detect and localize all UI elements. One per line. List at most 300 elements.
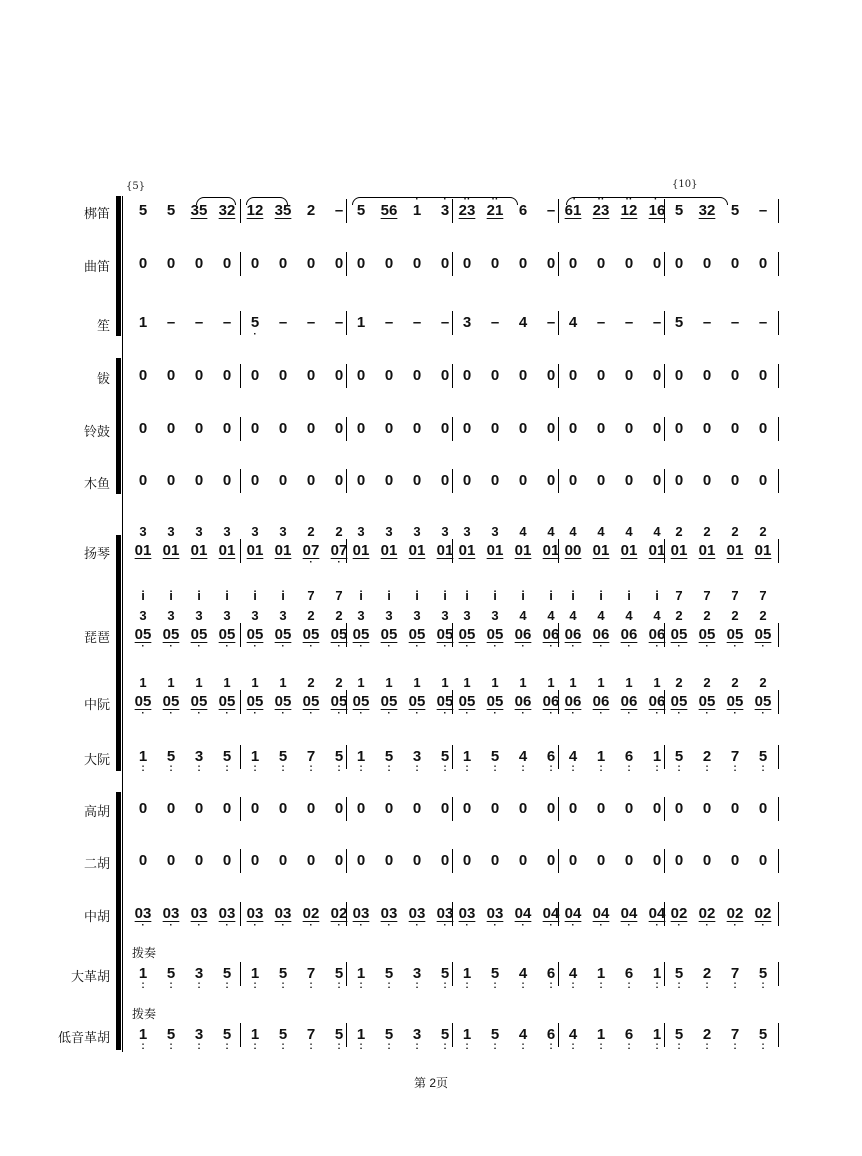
note: 01 <box>726 542 744 559</box>
note: 1 : <box>644 1026 670 1044</box>
note: 0 <box>166 852 176 869</box>
octave-dot-below: · <box>599 920 603 931</box>
chord-note-top: 7 <box>759 588 767 603</box>
note: 02 · <box>326 905 352 923</box>
instrument-label: 大革胡 <box>70 969 110 984</box>
note: 5 : <box>214 965 240 983</box>
note: 1 · <box>404 202 430 220</box>
note: 0 <box>250 367 260 384</box>
octave-dot-below: : <box>493 763 497 774</box>
note: 0 <box>334 852 344 869</box>
chord-note-upper: 2 <box>307 675 315 690</box>
note: 04 · <box>644 905 670 923</box>
note: 1 : <box>242 748 268 766</box>
note: 0 <box>306 852 316 869</box>
chord-note-upper: 2 <box>703 524 711 539</box>
chord-note-top: i <box>627 588 631 603</box>
note: – <box>440 314 450 331</box>
octave-dot-below: : <box>443 1041 447 1052</box>
note: 05 · <box>298 626 324 644</box>
note: 0 <box>490 367 500 384</box>
note: 5 : <box>666 748 692 766</box>
barline <box>778 417 779 441</box>
note: 0 <box>194 367 204 384</box>
octave-dot-below: · <box>281 920 285 931</box>
note: 02 · <box>722 905 748 923</box>
octave-dot-below: : <box>677 1041 681 1052</box>
barline <box>778 252 779 276</box>
note: 05 · <box>432 626 458 644</box>
note: 0 <box>546 420 556 437</box>
note: 0 <box>702 255 712 272</box>
note: 5 : <box>432 965 458 983</box>
octave-dot-below: : <box>549 763 553 774</box>
octave-dot-below: · <box>655 708 659 719</box>
octave-dot-below: · <box>309 920 313 931</box>
octave-dot-below: · <box>733 708 737 719</box>
note: 0 <box>674 800 684 817</box>
chord-note-top: i <box>169 588 173 603</box>
note: 5 : <box>482 748 508 766</box>
octave-dot-below: · <box>571 708 575 719</box>
note: 0 <box>462 420 472 437</box>
barline <box>240 311 241 335</box>
note: 61 · <box>560 202 586 220</box>
instrument-label: 曲笛 <box>83 259 110 274</box>
instrument-label: 钹 <box>96 371 110 386</box>
note: 0 <box>166 255 176 272</box>
octave-dot-below: : <box>733 1041 737 1052</box>
octave-dot-below: : <box>549 980 553 991</box>
octave-dot-below: : <box>655 980 659 991</box>
note: 01 <box>754 542 772 559</box>
note: 05 · <box>376 693 402 711</box>
octave-dot-above: ·· <box>625 194 633 205</box>
note: 0 <box>518 800 528 817</box>
note: – <box>194 314 204 331</box>
chord-note-top: 7 <box>675 588 683 603</box>
chord-note-top: i <box>359 588 363 603</box>
octave-dot-below: : <box>253 980 257 991</box>
note: 1 <box>356 314 366 331</box>
octave-dot-below: · <box>415 641 419 652</box>
octave-dot-below: : <box>705 980 709 991</box>
note: 05 · <box>186 626 212 644</box>
note: 0 <box>166 472 176 489</box>
note: 0 <box>596 472 606 489</box>
chord-note-top: i <box>655 588 659 603</box>
note: 5 : <box>750 1026 776 1044</box>
note: 2 <box>306 202 316 219</box>
note: 0 <box>546 255 556 272</box>
chord-note-upper: 1 <box>195 675 203 690</box>
octave-dot-below: : <box>141 1041 145 1052</box>
note: 0 <box>138 420 148 437</box>
note: 03 · <box>158 905 184 923</box>
note: 01 <box>352 542 370 559</box>
note: 01 <box>620 542 638 559</box>
note: 5 : <box>482 1026 508 1044</box>
octave-dot-below: : <box>443 763 447 774</box>
note: 0 <box>412 420 422 437</box>
note: 5 : <box>270 748 296 766</box>
instrument-label: 中胡 <box>83 909 110 924</box>
octave-dot-above: · <box>443 194 447 205</box>
octave-dot-below: : <box>599 980 603 991</box>
note: 01 <box>408 542 426 559</box>
note: 01 <box>670 542 688 559</box>
chord-note-upper: 1 <box>441 675 449 690</box>
octave-dot-below: : <box>225 980 229 991</box>
octave-dot-below: · <box>571 920 575 931</box>
note: 1 : <box>644 748 670 766</box>
chord-note-top: i <box>141 588 145 603</box>
note: 0 <box>384 852 394 869</box>
octave-dot-below: · <box>281 641 285 652</box>
chord-note-upper: 3 <box>357 608 365 623</box>
note: 6 <box>518 202 528 219</box>
note: 3 · <box>432 202 458 220</box>
chord-note-upper: 2 <box>759 675 767 690</box>
octave-dot-below: · <box>733 920 737 931</box>
note: 0 <box>440 367 450 384</box>
note: 03 · <box>348 905 374 923</box>
octave-dot-below: · <box>141 920 145 931</box>
note: 5 : <box>482 965 508 983</box>
note: 05 · <box>722 693 748 711</box>
octave-dot-below: : <box>465 980 469 991</box>
chord-note-top: i <box>493 588 497 603</box>
octave-dot-below: : <box>415 763 419 774</box>
instrument-label: 二胡 <box>83 856 110 871</box>
note: 05 · <box>348 693 374 711</box>
chord-note-top: i <box>225 588 229 603</box>
octave-dot-below: : <box>733 980 737 991</box>
note: 01 <box>218 542 236 559</box>
octave-dot-below: · <box>337 641 341 652</box>
barline <box>240 1023 241 1047</box>
chord-note-upper: 3 <box>139 608 147 623</box>
note: 05 · <box>376 626 402 644</box>
note: 5 <box>730 202 740 219</box>
octave-dot-below: · <box>253 329 257 340</box>
octave-dot-below: · <box>705 920 709 931</box>
chord-note-top: i <box>465 588 469 603</box>
note: 01 <box>514 542 532 559</box>
instrument-label: 高胡 <box>83 804 110 819</box>
note: 0 <box>462 367 472 384</box>
note: 3 : <box>404 965 430 983</box>
note: 0 <box>440 852 450 869</box>
note: 1 : <box>588 965 614 983</box>
note: 0 <box>250 800 260 817</box>
note: 0 <box>758 472 768 489</box>
note: 05 · <box>482 693 508 711</box>
note: 0 <box>758 367 768 384</box>
note: 0 <box>730 420 740 437</box>
note: 01 <box>134 542 152 559</box>
note: 3 : <box>404 748 430 766</box>
note: 0 <box>462 852 472 869</box>
note: 4 : <box>560 965 586 983</box>
note: 0 <box>568 800 578 817</box>
chord-note-upper: 3 <box>279 524 287 539</box>
octave-dot-below: · <box>493 641 497 652</box>
chord-note-upper: 2 <box>335 524 343 539</box>
note: 0 <box>518 852 528 869</box>
barline <box>778 849 779 873</box>
octave-dot-below: : <box>387 980 391 991</box>
octave-dot-below: : <box>253 763 257 774</box>
octave-dot-below: : <box>599 1041 603 1052</box>
chord-note-upper: 1 <box>139 675 147 690</box>
note: 3 : <box>404 1026 430 1044</box>
note: 0 <box>652 800 662 817</box>
rehearsal-mark: {5} <box>126 181 146 192</box>
note: 7 : <box>722 748 748 766</box>
note: 1 : <box>454 1026 480 1044</box>
note: 21 ·· <box>482 202 508 220</box>
note: 6 : <box>538 748 564 766</box>
chord-note-upper: 1 <box>597 675 605 690</box>
note: 0 <box>306 800 316 817</box>
note: 1 : <box>348 965 374 983</box>
chord-note-top: 7 <box>703 588 711 603</box>
note: 1 : <box>588 1026 614 1044</box>
octave-dot-below: : <box>571 980 575 991</box>
note: 1 : <box>242 965 268 983</box>
octave-dot-below: : <box>281 763 285 774</box>
note: 5 : <box>750 748 776 766</box>
note: 0 <box>624 367 634 384</box>
barline <box>240 745 241 769</box>
barline <box>778 469 779 493</box>
note: – <box>546 314 556 331</box>
octave-dot-below: : <box>309 1041 313 1052</box>
note: 0 <box>222 800 232 817</box>
chord-note-top: i <box>415 588 419 603</box>
chord-note-upper: 4 <box>547 524 555 539</box>
chord-note-upper: 4 <box>653 608 661 623</box>
note: – <box>546 202 556 219</box>
instrument-label: 大阮 <box>83 752 110 767</box>
note: 5 : <box>326 965 352 983</box>
note: 05 · <box>694 626 720 644</box>
note: 05 · <box>214 626 240 644</box>
note: – <box>490 314 500 331</box>
note: – <box>222 314 232 331</box>
note: 0 <box>624 255 634 272</box>
note: 0 <box>194 472 204 489</box>
note: 00 <box>564 542 582 559</box>
octave-dot-below: · <box>705 641 709 652</box>
chord-note-upper: 2 <box>731 608 739 623</box>
chord-note-upper: 1 <box>547 675 555 690</box>
chord-note-upper: 3 <box>195 524 203 539</box>
octave-dot-below: · <box>677 708 681 719</box>
note: 0 <box>384 800 394 817</box>
note: 0 <box>462 255 472 272</box>
note: 06 · <box>510 626 536 644</box>
note: 05 · <box>186 693 212 711</box>
octave-dot-below: : <box>521 1041 525 1052</box>
octave-dot-below: : <box>677 763 681 774</box>
octave-dot-below: : <box>415 980 419 991</box>
note: 5 : <box>158 965 184 983</box>
octave-dot-below: : <box>571 763 575 774</box>
octave-dot-below: : <box>337 1041 341 1052</box>
octave-dot-below: · <box>387 641 391 652</box>
note: 01 <box>162 542 180 559</box>
note: 05 · <box>326 693 352 711</box>
note: 0 <box>278 367 288 384</box>
note: 0 <box>384 367 394 384</box>
note: 0 <box>194 420 204 437</box>
octave-dot-below: · <box>443 708 447 719</box>
note: 05 · <box>666 693 692 711</box>
octave-dot-below: : <box>521 763 525 774</box>
barline <box>778 962 779 986</box>
octave-dot-below: : <box>309 980 313 991</box>
chord-note-upper: 2 <box>335 608 343 623</box>
octave-dot-below: : <box>761 980 765 991</box>
octave-dot-below: · <box>337 557 341 568</box>
note: 04 · <box>560 905 586 923</box>
note: 23 ·· <box>588 202 614 220</box>
note: – <box>730 314 740 331</box>
chord-note-top: i <box>197 588 201 603</box>
note: 0 <box>490 472 500 489</box>
barline <box>778 623 779 647</box>
octave-dot-below: · <box>309 708 313 719</box>
octave-dot-below: · <box>705 708 709 719</box>
octave-dot-below: · <box>169 708 173 719</box>
octave-dot-below: : <box>655 1041 659 1052</box>
note: 0 <box>306 367 316 384</box>
note: 0 <box>356 472 366 489</box>
note: 0 <box>702 420 712 437</box>
note: 7 : <box>298 1026 324 1044</box>
chord-note-upper: 3 <box>251 524 259 539</box>
note: 0 <box>334 367 344 384</box>
octave-dot-below: : <box>281 980 285 991</box>
chord-note-upper: 1 <box>625 675 633 690</box>
note: 0 <box>356 255 366 272</box>
note: 0 <box>138 472 148 489</box>
octave-dot-below: · <box>571 641 575 652</box>
note: – <box>758 202 768 219</box>
note: – <box>334 202 344 219</box>
chord-note-top: i <box>599 588 603 603</box>
note: 7 : <box>722 965 748 983</box>
octave-dot-below: : <box>141 763 145 774</box>
chord-note-upper: 3 <box>385 524 393 539</box>
octave-dot-below: · <box>337 920 341 931</box>
chord-note-upper: 2 <box>307 608 315 623</box>
chord-note-upper: 4 <box>597 608 605 623</box>
note: 0 <box>166 800 176 817</box>
chord-note-upper: 1 <box>519 675 527 690</box>
chord-note-upper: 4 <box>519 524 527 539</box>
chord-note-top: i <box>571 588 575 603</box>
chord-note-upper: 2 <box>675 675 683 690</box>
chord-note-upper: 1 <box>491 675 499 690</box>
chord-note-upper: 1 <box>463 675 471 690</box>
note: 01 <box>648 542 666 559</box>
chord-note-upper: 3 <box>413 608 421 623</box>
octave-dot-below: : <box>549 1041 553 1052</box>
note: 1 : <box>130 748 156 766</box>
octave-dot-below: · <box>281 708 285 719</box>
note: 0 <box>250 420 260 437</box>
note: 05 · <box>432 693 458 711</box>
octave-dot-below: : <box>337 980 341 991</box>
octave-dot-below: : <box>359 980 363 991</box>
note: 01 <box>486 542 504 559</box>
chord-note-upper: 3 <box>223 524 231 539</box>
octave-dot-below: : <box>493 1041 497 1052</box>
octave-dot-below: · <box>359 641 363 652</box>
note: 0 <box>334 420 344 437</box>
octave-dot-below: · <box>197 641 201 652</box>
barline <box>778 797 779 821</box>
note: 01 <box>380 542 398 559</box>
note: 0 <box>462 800 472 817</box>
note: 0 <box>518 420 528 437</box>
octave-dot-below: : <box>337 763 341 774</box>
note: 0 <box>356 852 366 869</box>
note: 4 : <box>510 965 536 983</box>
chord-note-upper: 2 <box>675 608 683 623</box>
note: 0 <box>490 420 500 437</box>
octave-dot-below: · <box>387 920 391 931</box>
note: 0 <box>334 255 344 272</box>
chord-note-upper: 4 <box>597 524 605 539</box>
chord-note-upper: 1 <box>167 675 175 690</box>
note: 0 <box>222 472 232 489</box>
note: 05 · <box>722 626 748 644</box>
chord-note-upper: 2 <box>731 524 739 539</box>
chord-note-upper: 3 <box>167 608 175 623</box>
note: – <box>758 314 768 331</box>
octave-dot-below: · <box>733 641 737 652</box>
chord-note-upper: 3 <box>167 524 175 539</box>
note: 5 <box>356 202 366 219</box>
octave-dot-below: · <box>677 920 681 931</box>
octave-dot-below: · <box>359 708 363 719</box>
chord-note-upper: 3 <box>463 608 471 623</box>
chord-note-upper: 2 <box>731 675 739 690</box>
note: 05 · <box>482 626 508 644</box>
note: 0 <box>440 472 450 489</box>
barline <box>240 469 241 493</box>
octave-dot-below: : <box>571 1041 575 1052</box>
note: – <box>702 314 712 331</box>
octave-dot-below: : <box>197 763 201 774</box>
note: 05 · <box>694 693 720 711</box>
note: 02 · <box>298 905 324 923</box>
chord-note-upper: 2 <box>335 675 343 690</box>
note: 0 <box>518 472 528 489</box>
octave-dot-below: · <box>521 708 525 719</box>
octave-dot-below: · <box>493 920 497 931</box>
octave-dot-below: : <box>169 980 173 991</box>
octave-dot-above: ·· <box>491 194 499 205</box>
note: 0 <box>222 255 232 272</box>
note: 0 <box>568 367 578 384</box>
octave-dot-below: : <box>677 980 681 991</box>
octave-dot-below: : <box>627 763 631 774</box>
